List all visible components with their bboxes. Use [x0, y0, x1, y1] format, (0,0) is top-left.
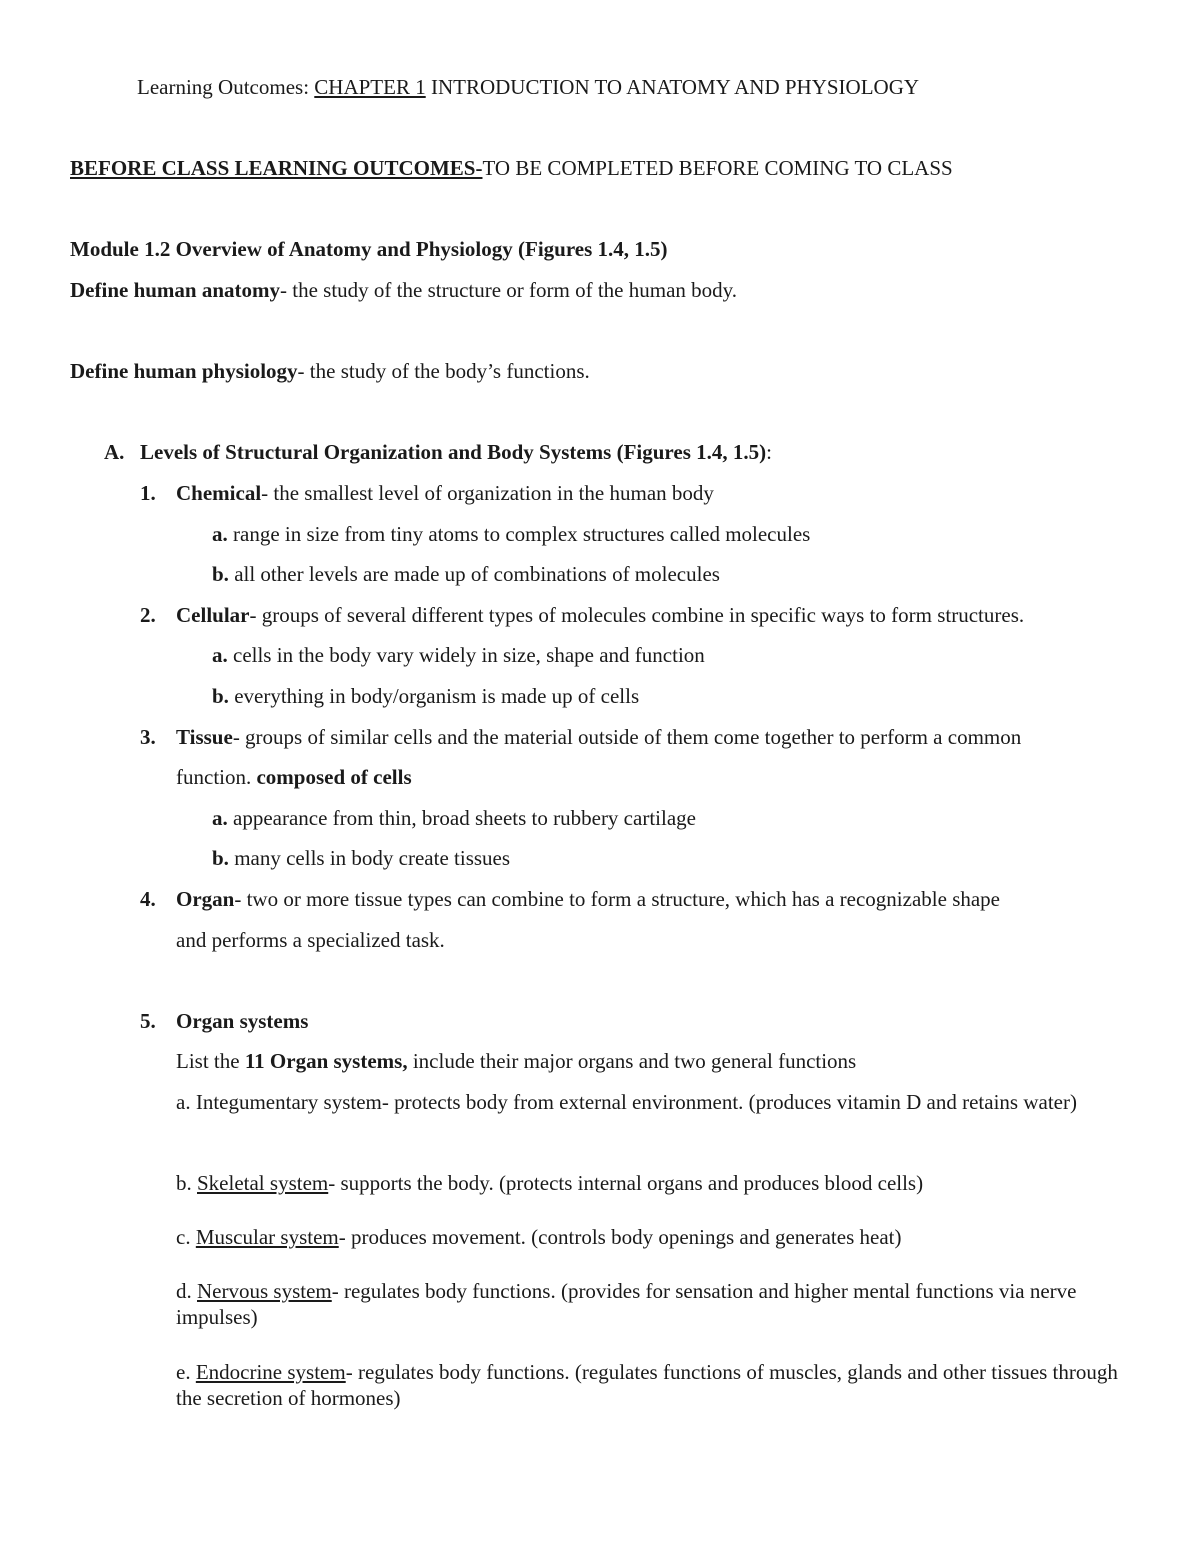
- system-c-name: Muscular system: [195, 1225, 339, 1249]
- system-e-prefix: e.: [176, 1360, 196, 1384]
- level-4-item: [140, 886, 1000, 912]
- level-3-sub-b-text: many cells in body create tissues: [228, 846, 511, 870]
- level-4-term: Organ: [176, 887, 235, 911]
- before-class-rest: TO BE COMPLETED BEFORE COMING TO CLASS: [482, 156, 953, 180]
- system-a-name: Integumentary system: [195, 1090, 382, 1114]
- level-2-sub-a-letter: a.: [212, 643, 228, 667]
- physiology-term: Define human physiology: [70, 359, 298, 383]
- before-class-label: BEFORE CLASS LEARNING OUTCOMES-: [70, 156, 483, 180]
- level-5-item: [140, 1008, 308, 1034]
- level-5-number: 5.: [140, 1009, 156, 1033]
- title-rest: INTRODUCTION TO ANATOMY AND PHYSIOLOGY: [430, 75, 920, 99]
- system-b-desc: - supports the body. (protects internal organs and produces blood cells): [328, 1171, 924, 1195]
- level-1-number: 1.: [140, 481, 156, 505]
- system-a-prefix: a.: [176, 1090, 196, 1114]
- physiology-definition: [70, 358, 590, 384]
- level-5-instruction: [176, 1048, 856, 1074]
- level-3-text2: function.: [176, 765, 257, 789]
- system-b-name: Skeletal system: [197, 1171, 329, 1195]
- system-c: [176, 1224, 1136, 1250]
- level-3-text2-bold: composed of cells: [256, 765, 412, 789]
- system-a-desc: - protects body from external environment. (produces vitamin D and retains water): [381, 1090, 1077, 1114]
- section-a-letter: A.: [104, 440, 125, 464]
- level-2-sub-b: [212, 683, 639, 709]
- level-1-item: [140, 480, 714, 506]
- physiology-def: - the study of the body’s functions.: [297, 359, 590, 383]
- level-3-number: 3.: [140, 725, 156, 749]
- section-a-colon: :: [766, 440, 772, 464]
- level-4-text: - two or more tissue types can combine to form a structure, which has a recognizable shape: [234, 887, 1001, 911]
- level-4-number: 4.: [140, 887, 156, 911]
- level-3-text: - groups of similar cells and the material outside of them come together to perform a common: [232, 725, 1022, 749]
- level-3-sub-b: [212, 845, 510, 871]
- system-b: [176, 1170, 1136, 1196]
- level-2-number: 2.: [140, 603, 156, 627]
- system-c-prefix: c.: [176, 1225, 196, 1249]
- module-heading: [70, 236, 668, 262]
- level-5-list-bold: 11 Organ systems,: [244, 1049, 408, 1073]
- section-a-heading: [104, 439, 772, 465]
- level-4-text2: and performs a specialized task.: [176, 928, 445, 952]
- level-3-sub-a-letter: a.: [212, 806, 228, 830]
- level-3-sub-b-letter: b.: [212, 846, 229, 870]
- level-1-sub-b-text: all other levels are made up of combinations of molecules: [228, 562, 720, 586]
- system-e-desc: - regulates body functions. (regulates functions of muscles, glands and other tissues through the secretion of hormones): [176, 1360, 1118, 1410]
- system-d-desc: - regulates body functions. (provides for sensation and higher mental functions via nerve impulses): [176, 1279, 1077, 1329]
- level-3-sub-a: [212, 805, 696, 831]
- system-e: [176, 1359, 1136, 1411]
- system-b-prefix: b.: [176, 1171, 197, 1195]
- system-c-desc: - produces movement. (controls body openings and generates heat): [338, 1225, 902, 1249]
- level-3-term: Tissue: [176, 725, 233, 749]
- level-5-term: Organ systems: [176, 1009, 309, 1033]
- level-2-text: - groups of several different types of molecules combine in specific ways to form structures.: [249, 603, 1025, 627]
- system-d: [176, 1278, 1136, 1330]
- section-a-heading-text: Levels of Structural Organization and Body Systems (Figures 1.4, 1.5): [140, 440, 767, 464]
- level-1-sub-b-letter: b.: [212, 562, 229, 586]
- level-2-sub-a-text: cells in the body vary widely in size, shape and function: [227, 643, 705, 667]
- anatomy-definition: [70, 277, 737, 303]
- level-1-sub-a-text: range in size from tiny atoms to complex structures called molecules: [227, 522, 811, 546]
- level-1-sub-b: [212, 561, 720, 587]
- level-3-continuation: [176, 764, 412, 790]
- level-2-sub-a: [212, 642, 705, 668]
- system-e-name: Endocrine system: [195, 1360, 346, 1384]
- level-4-continuation: [176, 927, 445, 953]
- level-2-sub-b-letter: b.: [212, 684, 229, 708]
- page-title: [137, 74, 919, 100]
- level-1-sub-a-letter: a.: [212, 522, 228, 546]
- module-heading-text: Module 1.2 Overview of Anatomy and Physiology (Figures 1.4, 1.5): [70, 237, 668, 261]
- level-2-item: [140, 602, 1024, 628]
- system-a: [176, 1089, 1136, 1115]
- level-3-sub-a-text: appearance from thin, broad sheets to rubbery cartilage: [227, 806, 696, 830]
- system-d-prefix: d.: [176, 1279, 197, 1303]
- system-d-name: Nervous system: [197, 1279, 332, 1303]
- level-2-sub-b-text: everything in body/organism is made up of cells: [228, 684, 640, 708]
- title-prefix: Learning Outcomes:: [137, 75, 310, 99]
- level-5-list-prefix: List the: [176, 1049, 245, 1073]
- anatomy-def: - the study of the structure or form of the human body.: [280, 278, 738, 302]
- level-2-term: Cellular: [176, 603, 250, 627]
- level-3-item: [140, 724, 1021, 750]
- level-1-term: Chemical: [176, 481, 262, 505]
- level-5-list-rest: include their major organs and two general functions: [407, 1049, 857, 1073]
- before-class-line: [70, 155, 953, 181]
- level-1-sub-a: [212, 521, 810, 547]
- anatomy-term: Define human anatomy: [70, 278, 281, 302]
- level-1-text: - the smallest level of organization in the human body: [261, 481, 714, 505]
- title-chapter: CHAPTER 1: [314, 75, 426, 99]
